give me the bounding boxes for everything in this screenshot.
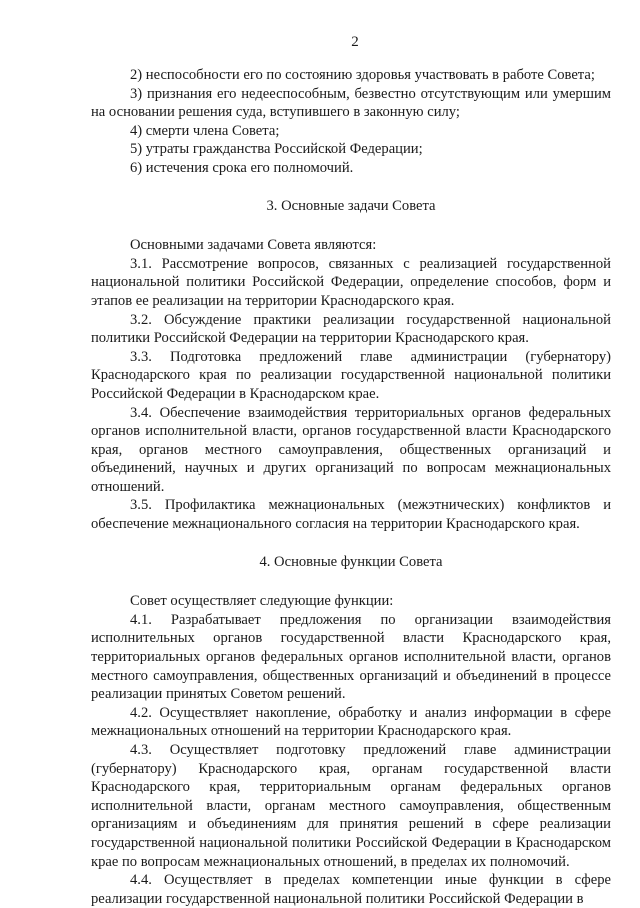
paragraph: 3.2. Обсуждение практики реализации государственной национальной политики Российской Федерации на территории Краснодарского края.	[91, 311, 611, 347]
paragraph: 3.4. Обеспечение взаимодействия территориальных органов федеральных органов исполнительной власти, органов государственной власти Краснодарского края, органов местного самоуправления, общественных организаций и объединений, научных и других организаций по вопросам межнациональных отношений.	[91, 404, 611, 495]
paragraph: 3.3. Подготовка предложений главе администрации (губернатору) Краснодарского края по реализации государственной национальной политики Российской Федерации в Краснодарском крае.	[91, 348, 611, 402]
section-heading: 3. Основные задачи Совета	[266, 197, 436, 214]
list-item: 4) смерти члена Совета;	[130, 122, 280, 139]
section-heading: 4. Основные функции Совета	[259, 553, 443, 570]
paragraph: 4.1. Разрабатывает предложения по организации взаимодействия исполнительных органов государственной власти Краснодарского края, территориальных органов федеральных органов исполнительной власти, органов местного самоуправления, общественных организаций и объединений в процессе реализации принятых Советом решений.	[91, 611, 611, 703]
paragraph: Основными задачами Совета являются:	[130, 237, 377, 254]
list-item: 6) истечения срока его полномочий.	[130, 159, 354, 176]
paragraph: 3.1. Рассмотрение вопросов, связанных с реализацией государственной национальной политики Российской Федерации, определение способов, форм и этапов ее реализации на территории Краснодарского края.	[91, 255, 611, 309]
top-list	[91, 66, 611, 178]
paragraph: 4.3. Осуществляет подготовку предложений главе администрации (губернатору) Краснодарского края, органам государственной власти Краснодарского края, территориальным органам федеральных органов исполнительной власти, органам местного самоуправления, общественным организациям и объединениям для принятия решений в сфере реализации государственной национальной политики Российской Федерации в Краснодарском крае по вопросам межнациональных отношений, в пределах их полномочий.	[91, 742, 611, 870]
list-item: 5) утраты гражданства Российской Федерации;	[130, 141, 423, 158]
paragraph: 3.5. Профилактика межнациональных (межэтнических) конфликтов и обеспечение межнационального согласия на территории Краснодарского края.	[91, 497, 611, 533]
list-item: 2) неспособности его по состоянию здоровья участвовать в работе Совета;	[130, 67, 595, 83]
list-item: 3) признания его недееспособным, безвестно отсутствующим или умершим на основании решения суда, вступившего в законную силу;	[91, 85, 611, 121]
section-3	[91, 197, 611, 534]
paragraph: Совет осуществляет следующие функции:	[130, 593, 394, 610]
page-number: 2	[351, 34, 359, 50]
section-4	[91, 553, 611, 908]
paragraph: 4.2. Осуществляет накопление, обработку и анализ информации в сфере межнациональных отношений на территории Краснодарского края.	[91, 704, 611, 740]
paragraph: 4.4. Осуществляет в пределах компетенции иные функции в сфере реализации государственной национальной политики Российской Федерации в	[91, 872, 611, 907]
